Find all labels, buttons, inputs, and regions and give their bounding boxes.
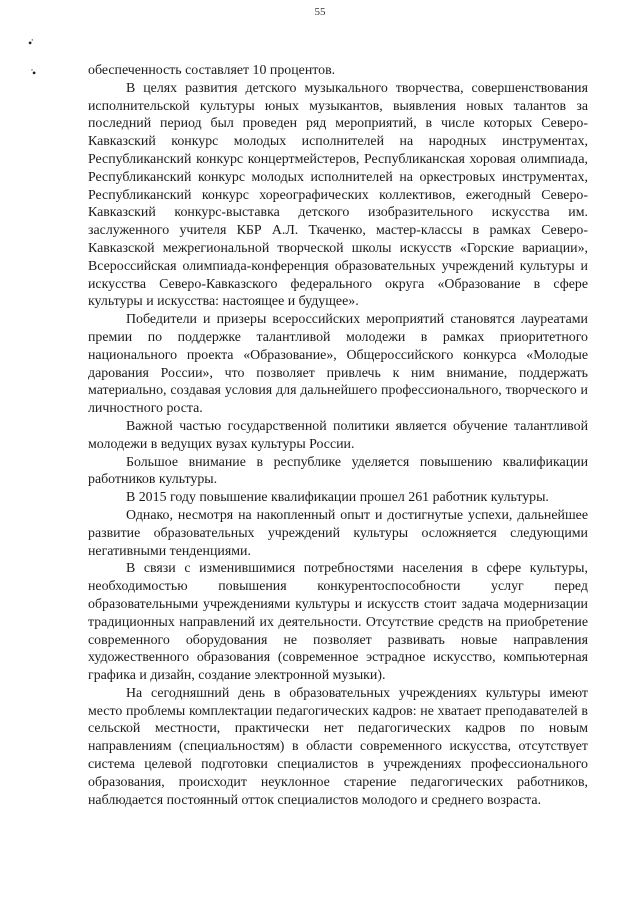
document-body: [88, 62, 588, 809]
page-number: 55: [314, 6, 326, 18]
paragraph: В связи с изменившимися потребностями населения в сфере культуры, необходимостью повышения конкурентоспособности услуг перед образовательными учреждениями культуры и искусств стоит задача модернизации традиционных направлений их деятельности. Отсутствие средств на приобретение современного оборудования не позволяет развивать новые направления художественного образования (современное эстрадное искусство, компьютерная графика и дизайн, создание электронной музыки).: [88, 561, 588, 684]
margin-mark: ̇•: [32, 66, 37, 80]
paragraph: В 2015 году повышение квалификации прошел 261 работник культуры.: [126, 490, 549, 506]
margin-mark: •̇: [28, 36, 33, 50]
paragraph: Большое внимание в республике уделяется повышению квалификации работников культуры.: [88, 454, 588, 488]
paragraph: На сегодняшний день в образовательных учреждениях культуры имеют место проблемы комплектации педагогических кадров: не хватает преподавателей в сельской местности, практически нет педагогических кадров по новым направлениям (специальностям) в области современного искусства, отсутствует система целевой подготовки специалистов в учреждениях профессионального образования, происходит неуклонное старение педагогических работников, наблюдается постоянный отток специалистов молодого и среднего возраста.: [88, 685, 588, 808]
paragraph: Важной частью государственной политики является обучение талантливой молодежи в ведущих вузах культуры России.: [88, 418, 588, 452]
paragraph: В целях развития детского музыкального творчества, совершенствования исполнительской культуры юных музыкантов, выявления новых талантов за последний период был проведен ряд мероприятий, в числе которых Северо-Кавказский конкурс молодых исполнителей на народных инструментах, Республиканский конкурс концертмейстеров, Республиканская хоровая олимпиада, Республиканский конкурс молодых исполнителей на оркестровых инструментах, Республиканский конкурс хореографических коллективов, ежегодный Северо-Кавказский конкурс-выставка детского изобразительного искусства им. заслуженного учителя КБР А.Л. Ткаченко, мастер-классы в рамках Северо-Кавказской межрегиональной творческой школы искусств «Горские вариации», Всероссийская олимпиада-конференция образовательных учреждений культуры и искусства Северо-Кавказского федерального округа «Образование в сфере культуры и искусства: настоящее и будущее».: [88, 80, 588, 310]
paragraph: Однако, несмотря на накопленный опыт и достигнутые успехи, дальнейшее развитие образовательных учреждений культуры осложняется следующими негативными тенденциями.: [88, 507, 588, 559]
paragraph: Победители и призеры всероссийских мероприятий становятся лауреатами премии по поддержке талантливой молодежи в рамках приоритетного национального проекта «Образование», Общероссийского конкурса «Молодые дарования России», что позволяет привлечь к ним внимание, поддержать материально, создавая условия для дальнейшего профессионального, творческого и личностного роста.: [88, 312, 588, 417]
paragraph: обеспеченность составляет 10 процентов.: [88, 63, 336, 78]
